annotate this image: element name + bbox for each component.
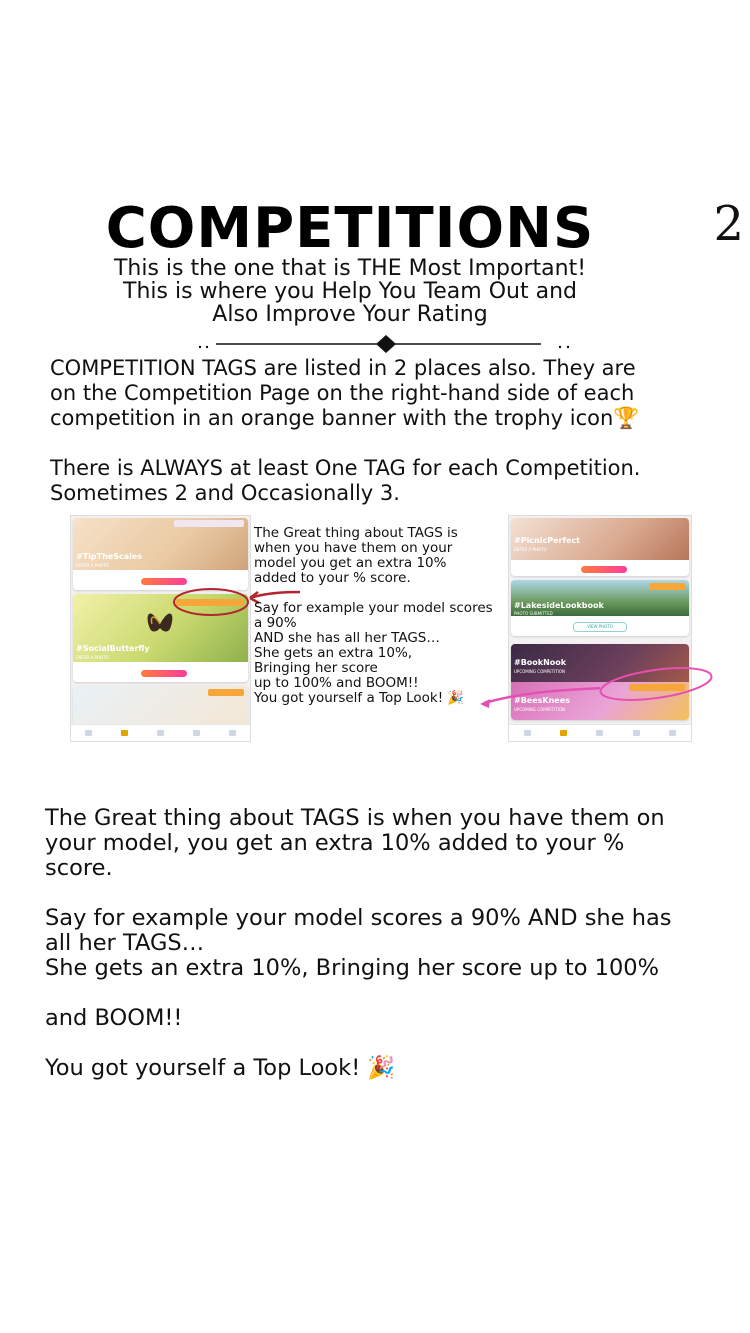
tag-highlight-circle xyxy=(174,589,248,615)
competition-status: ENTER A PHOTO xyxy=(76,655,109,660)
footer-paragraph-3: and BOOM!! xyxy=(45,1005,183,1031)
tag-highlight-circle xyxy=(599,662,714,705)
subtitle-line-3: Also Improve Your Rating xyxy=(212,302,488,327)
competition-tag: #SocialButterfly xyxy=(76,644,150,653)
view-photo-button: VIEW PHOTO xyxy=(573,622,627,632)
competition-tag: #TipTheScales xyxy=(76,552,143,561)
tags-explanation xyxy=(45,806,725,1081)
subtitle-line-1: This is the one that is THE Most Important! xyxy=(113,256,587,281)
competition-status: ENTER A PHOTO xyxy=(514,547,547,552)
intro-paragraph: COMPETITION TAGS are listed in 2 places also. They are on the Competition Page on the right-hand side of each competition in an orange banner with the trophy icon🏆 xyxy=(50,356,640,430)
page-number: 2 xyxy=(713,196,744,252)
competition-status: UPCOMING COMPETITION xyxy=(514,707,565,712)
competition-tag: #PicnicPerfect xyxy=(514,536,580,545)
competition-status: PHOTO SUBMITTED xyxy=(514,611,553,616)
competition-tag: #LakesideLookbook xyxy=(514,601,604,610)
tags-caption: The Great thing about TAGS is when you have them on your model you get an extra 10% added to your % score. Say for example your model scores a 90% AND she has all her TAGS… She gets an extra 10%, Bringing her score up to 100% and BOOM!! You got yourself a Top Look! 🎉 xyxy=(254,525,493,706)
always-paragraph: There is ALWAYS at least One TAG for each Competition. Sometimes 2 and Occasionally 3. xyxy=(50,456,641,505)
footer-paragraph-4: You got yourself a Top Look! 🎉 xyxy=(45,1055,396,1081)
competition-tag: #BeesKnees xyxy=(514,696,570,705)
footer-paragraph-2: Say for example your model scores a 90% AND she has all her TAGS… She gets an extra 10%, Bringing her score up to 100% xyxy=(45,905,672,981)
subtitle-line-2: This is where you Help You Team Out and xyxy=(123,279,577,304)
footer-paragraph-1: The Great thing about TAGS is when you have them on your model, you get an extra 10% added to your % score. xyxy=(45,805,665,881)
competition-status: UPCOMING COMPETITION xyxy=(514,669,565,674)
page-title: COMPETITIONS xyxy=(105,196,595,261)
competition-tag: #BookNook xyxy=(514,658,567,667)
competition-status: ENTER A PHOTO xyxy=(76,563,109,568)
